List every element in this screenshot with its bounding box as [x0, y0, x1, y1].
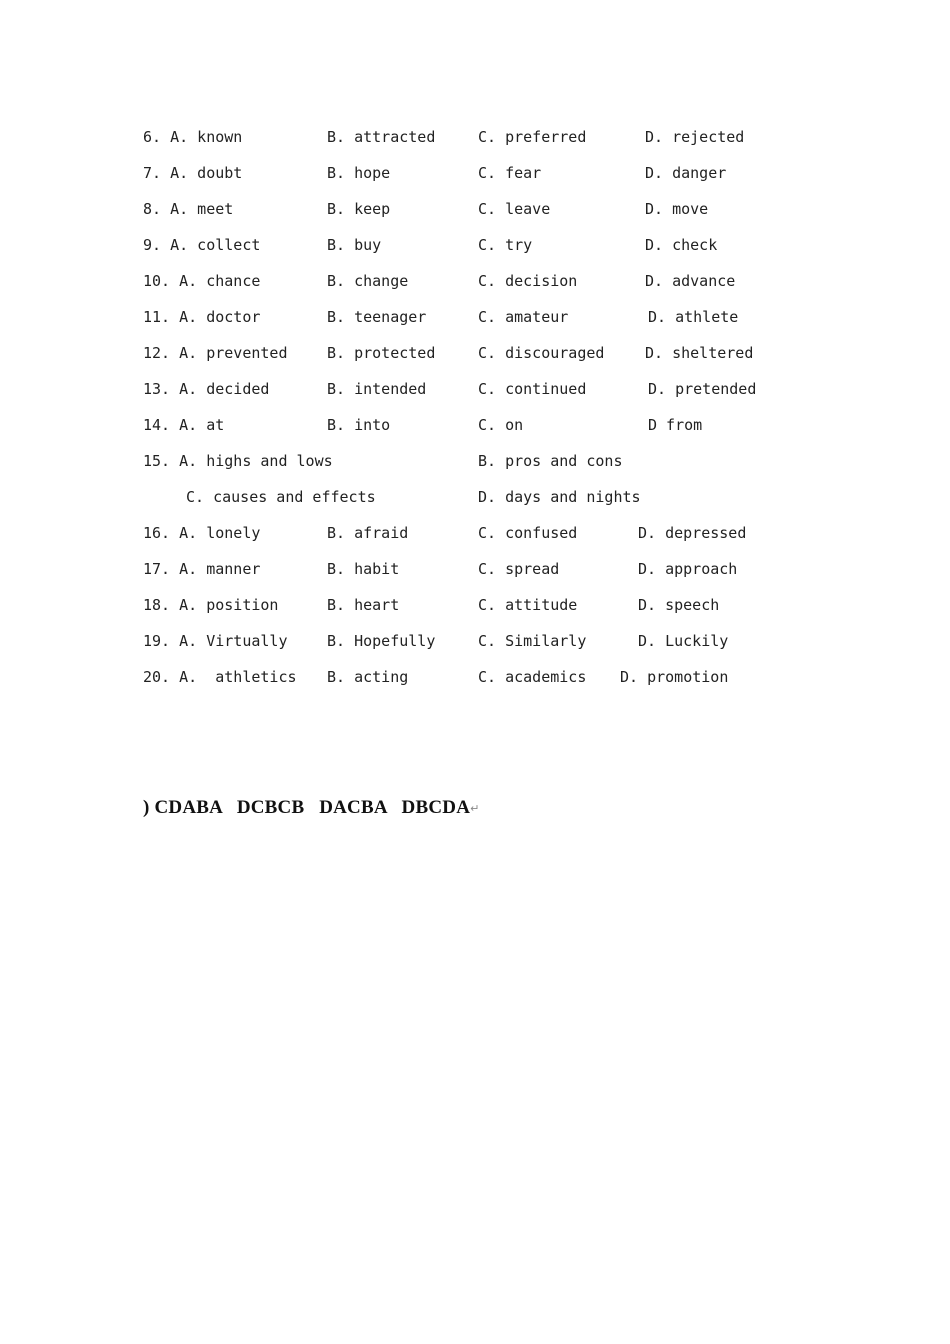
- option-a: 7. A. doubt: [143, 164, 243, 182]
- option-c: C. spread: [478, 560, 560, 578]
- option-a: 9. A. collect: [143, 236, 261, 254]
- option-d: D. sheltered: [645, 344, 754, 362]
- question-row: [0, 521, 950, 545]
- option-b: B. change: [327, 272, 409, 290]
- option-b: B. heart: [327, 596, 400, 614]
- option-c: C. confused: [478, 524, 578, 542]
- option-b: B. protected: [327, 344, 436, 362]
- option-c: C. decision: [478, 272, 578, 290]
- question-row: [0, 125, 950, 149]
- answer-key: [143, 797, 480, 819]
- option-d: D. approach: [638, 560, 738, 578]
- option-c: C. fear: [478, 164, 542, 182]
- option-c: C. on: [478, 416, 524, 434]
- question-row: [0, 269, 950, 293]
- option-d: D. depressed: [638, 524, 747, 542]
- question-row: [0, 377, 950, 401]
- option-b: B. Hopefully: [327, 632, 436, 650]
- option-a: 6. A. known: [143, 128, 243, 146]
- option-d: D. days and nights: [478, 488, 641, 506]
- option-d: D. advance: [645, 272, 736, 290]
- option-b: B. hope: [327, 164, 391, 182]
- question-row: [0, 665, 950, 689]
- option-c: C. continued: [478, 380, 587, 398]
- option-a: 8. A. meet: [143, 200, 234, 218]
- option-d: D from: [648, 416, 703, 434]
- option-d: D. move: [645, 200, 709, 218]
- option-a: 18. A. position: [143, 596, 279, 614]
- option-b: B. buy: [327, 236, 382, 254]
- paragraph-return-icon: ↵: [470, 802, 480, 815]
- question-row: [0, 197, 950, 221]
- option-b: B. acting: [327, 668, 409, 686]
- option-c: C. academics: [478, 668, 587, 686]
- option-c: C. leave: [478, 200, 551, 218]
- question-row: [0, 413, 950, 437]
- question-row-continued: [0, 485, 950, 509]
- option-a: 14. A. at: [143, 416, 225, 434]
- option-c: C. amateur: [478, 308, 569, 326]
- option-d: D. athlete: [648, 308, 739, 326]
- question-row: [0, 341, 950, 365]
- option-a: 12. A. prevented: [143, 344, 288, 362]
- question-row: [0, 161, 950, 185]
- option-d: D. rejected: [645, 128, 745, 146]
- option-d: D. danger: [645, 164, 727, 182]
- option-c: C. try: [478, 236, 533, 254]
- option-a: 17. A. manner: [143, 560, 261, 578]
- option-c: C. attitude: [478, 596, 578, 614]
- option-a: 10. A. chance: [143, 272, 261, 290]
- question-row: [0, 305, 950, 329]
- question-row: [0, 233, 950, 257]
- option-c: C. Similarly: [478, 632, 587, 650]
- question-row: [0, 449, 950, 473]
- option-a: 20. A. athletics: [143, 668, 297, 686]
- option-d: D. pretended: [648, 380, 757, 398]
- question-row: [0, 557, 950, 581]
- question-row: [0, 629, 950, 653]
- option-a: 11. A. doctor: [143, 308, 261, 326]
- option-d: D. promotion: [620, 668, 729, 686]
- option-b: B. habit: [327, 560, 400, 578]
- option-b: B. intended: [327, 380, 427, 398]
- option-a: 15. A. highs and lows: [143, 452, 333, 470]
- option-d: D. speech: [638, 596, 720, 614]
- option-b: B. keep: [327, 200, 391, 218]
- option-a: 19. A. Virtually: [143, 632, 288, 650]
- option-d: D. check: [645, 236, 718, 254]
- option-d: D. Luckily: [638, 632, 729, 650]
- option-c: C. causes and effects: [186, 488, 376, 506]
- option-a: 16. A. lonely: [143, 524, 261, 542]
- option-b: B. into: [327, 416, 391, 434]
- option-b: B. attracted: [327, 128, 436, 146]
- question-row: [0, 593, 950, 617]
- option-a: 13. A. decided: [143, 380, 270, 398]
- option-c: C. discouraged: [478, 344, 605, 362]
- option-b: B. afraid: [327, 524, 409, 542]
- option-c: C. preferred: [478, 128, 587, 146]
- option-b: B. teenager: [327, 308, 427, 326]
- option-b: B. pros and cons: [478, 452, 623, 470]
- answer-key-text: ) CDABA DCBCB DACBA DBCDA: [143, 797, 471, 818]
